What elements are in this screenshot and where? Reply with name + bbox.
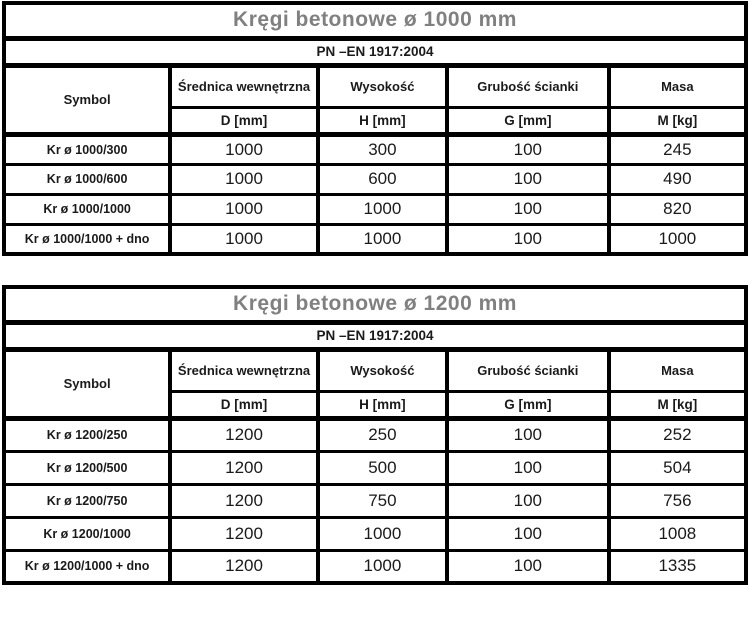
value-cell-g: 100 <box>447 517 609 550</box>
value-cell-g: 100 <box>447 451 609 484</box>
unit-header-h: H [mm] <box>318 391 447 418</box>
symbol-cell: Kr ø 1200/500 <box>4 451 170 484</box>
norm-label: PN –EN 1917:2004 <box>4 38 746 65</box>
value-cell-m: 820 <box>609 194 746 224</box>
symbol-cell: Kr ø 1000/1000 + dno <box>4 224 170 254</box>
header-row <box>4 349 746 391</box>
value-cell-d: 1000 <box>170 224 318 254</box>
col-header-wall-thickness: Grubość ścianki <box>447 349 609 391</box>
symbol-cell: Kr ø 1200/1000 <box>4 517 170 550</box>
symbol-cell: Kr ø 1200/1000 + dno <box>4 550 170 583</box>
unit-header-d: D [mm] <box>170 391 318 418</box>
table-row <box>4 164 746 194</box>
symbol-cell: Kr ø 1000/1000 <box>4 194 170 224</box>
norm-label: PN –EN 1917:2004 <box>4 322 746 349</box>
col-header-symbol: Symbol <box>4 65 170 134</box>
page <box>0 1 750 643</box>
value-cell-d: 1000 <box>170 134 318 164</box>
title-row <box>4 3 746 38</box>
table-row <box>4 134 746 164</box>
header-row <box>4 65 746 107</box>
col-header-height: Wysokość <box>318 65 447 107</box>
col-header-height: Wysokość <box>318 349 447 391</box>
value-cell-m: 1000 <box>609 224 746 254</box>
value-cell-m: 1008 <box>609 517 746 550</box>
table-title: Kręgi betonowe ø 1200 mm <box>4 287 746 322</box>
value-cell-d: 1200 <box>170 418 318 451</box>
value-cell-h: 500 <box>318 451 447 484</box>
value-cell-d: 1200 <box>170 517 318 550</box>
title-row <box>4 287 746 322</box>
table-row <box>4 451 746 484</box>
value-cell-d: 1000 <box>170 194 318 224</box>
symbol-cell: Kr ø 1000/300 <box>4 134 170 164</box>
unit-header-d: D [mm] <box>170 107 318 134</box>
table-row <box>4 418 746 451</box>
value-cell-m: 504 <box>609 451 746 484</box>
value-cell-g: 100 <box>447 194 609 224</box>
value-cell-d: 1200 <box>170 550 318 583</box>
table-row <box>4 194 746 224</box>
symbol-cell: Kr ø 1200/750 <box>4 484 170 517</box>
value-cell-h: 1000 <box>318 224 447 254</box>
value-cell-h: 1000 <box>318 517 447 550</box>
unit-header-m: M [kg] <box>609 107 746 134</box>
col-header-inner-diameter: Średnica wewnętrzna <box>170 349 318 391</box>
value-cell-g: 100 <box>447 484 609 517</box>
value-cell-d: 1200 <box>170 484 318 517</box>
value-cell-h: 600 <box>318 164 447 194</box>
value-cell-h: 300 <box>318 134 447 164</box>
symbol-cell: Kr ø 1200/250 <box>4 418 170 451</box>
unit-header-h: H [mm] <box>318 107 447 134</box>
spec-table-1000 <box>2 1 748 256</box>
col-header-mass: Masa <box>609 349 746 391</box>
norm-row <box>4 38 746 65</box>
table-row <box>4 517 746 550</box>
value-cell-g: 100 <box>447 164 609 194</box>
value-cell-h: 750 <box>318 484 447 517</box>
table-row <box>4 224 746 254</box>
value-cell-h: 1000 <box>318 194 447 224</box>
col-header-mass: Masa <box>609 65 746 107</box>
value-cell-d: 1000 <box>170 164 318 194</box>
value-cell-g: 100 <box>447 134 609 164</box>
value-cell-m: 252 <box>609 418 746 451</box>
symbol-cell: Kr ø 1000/600 <box>4 164 170 194</box>
value-cell-m: 490 <box>609 164 746 194</box>
unit-header-g: G [mm] <box>447 391 609 418</box>
value-cell-m: 756 <box>609 484 746 517</box>
col-header-symbol: Symbol <box>4 349 170 418</box>
spec-table-1200 <box>2 285 748 585</box>
value-cell-m: 1335 <box>609 550 746 583</box>
table-row <box>4 484 746 517</box>
value-cell-m: 245 <box>609 134 746 164</box>
norm-row <box>4 322 746 349</box>
table-title: Kręgi betonowe ø 1000 mm <box>4 3 746 38</box>
value-cell-h: 250 <box>318 418 447 451</box>
value-cell-g: 100 <box>447 418 609 451</box>
col-header-inner-diameter: Średnica wewnętrzna <box>170 65 318 107</box>
unit-header-g: G [mm] <box>447 107 609 134</box>
value-cell-g: 100 <box>447 550 609 583</box>
unit-header-m: M [kg] <box>609 391 746 418</box>
col-header-wall-thickness: Grubość ścianki <box>447 65 609 107</box>
value-cell-d: 1200 <box>170 451 318 484</box>
table-row <box>4 550 746 583</box>
value-cell-g: 100 <box>447 224 609 254</box>
value-cell-h: 1000 <box>318 550 447 583</box>
